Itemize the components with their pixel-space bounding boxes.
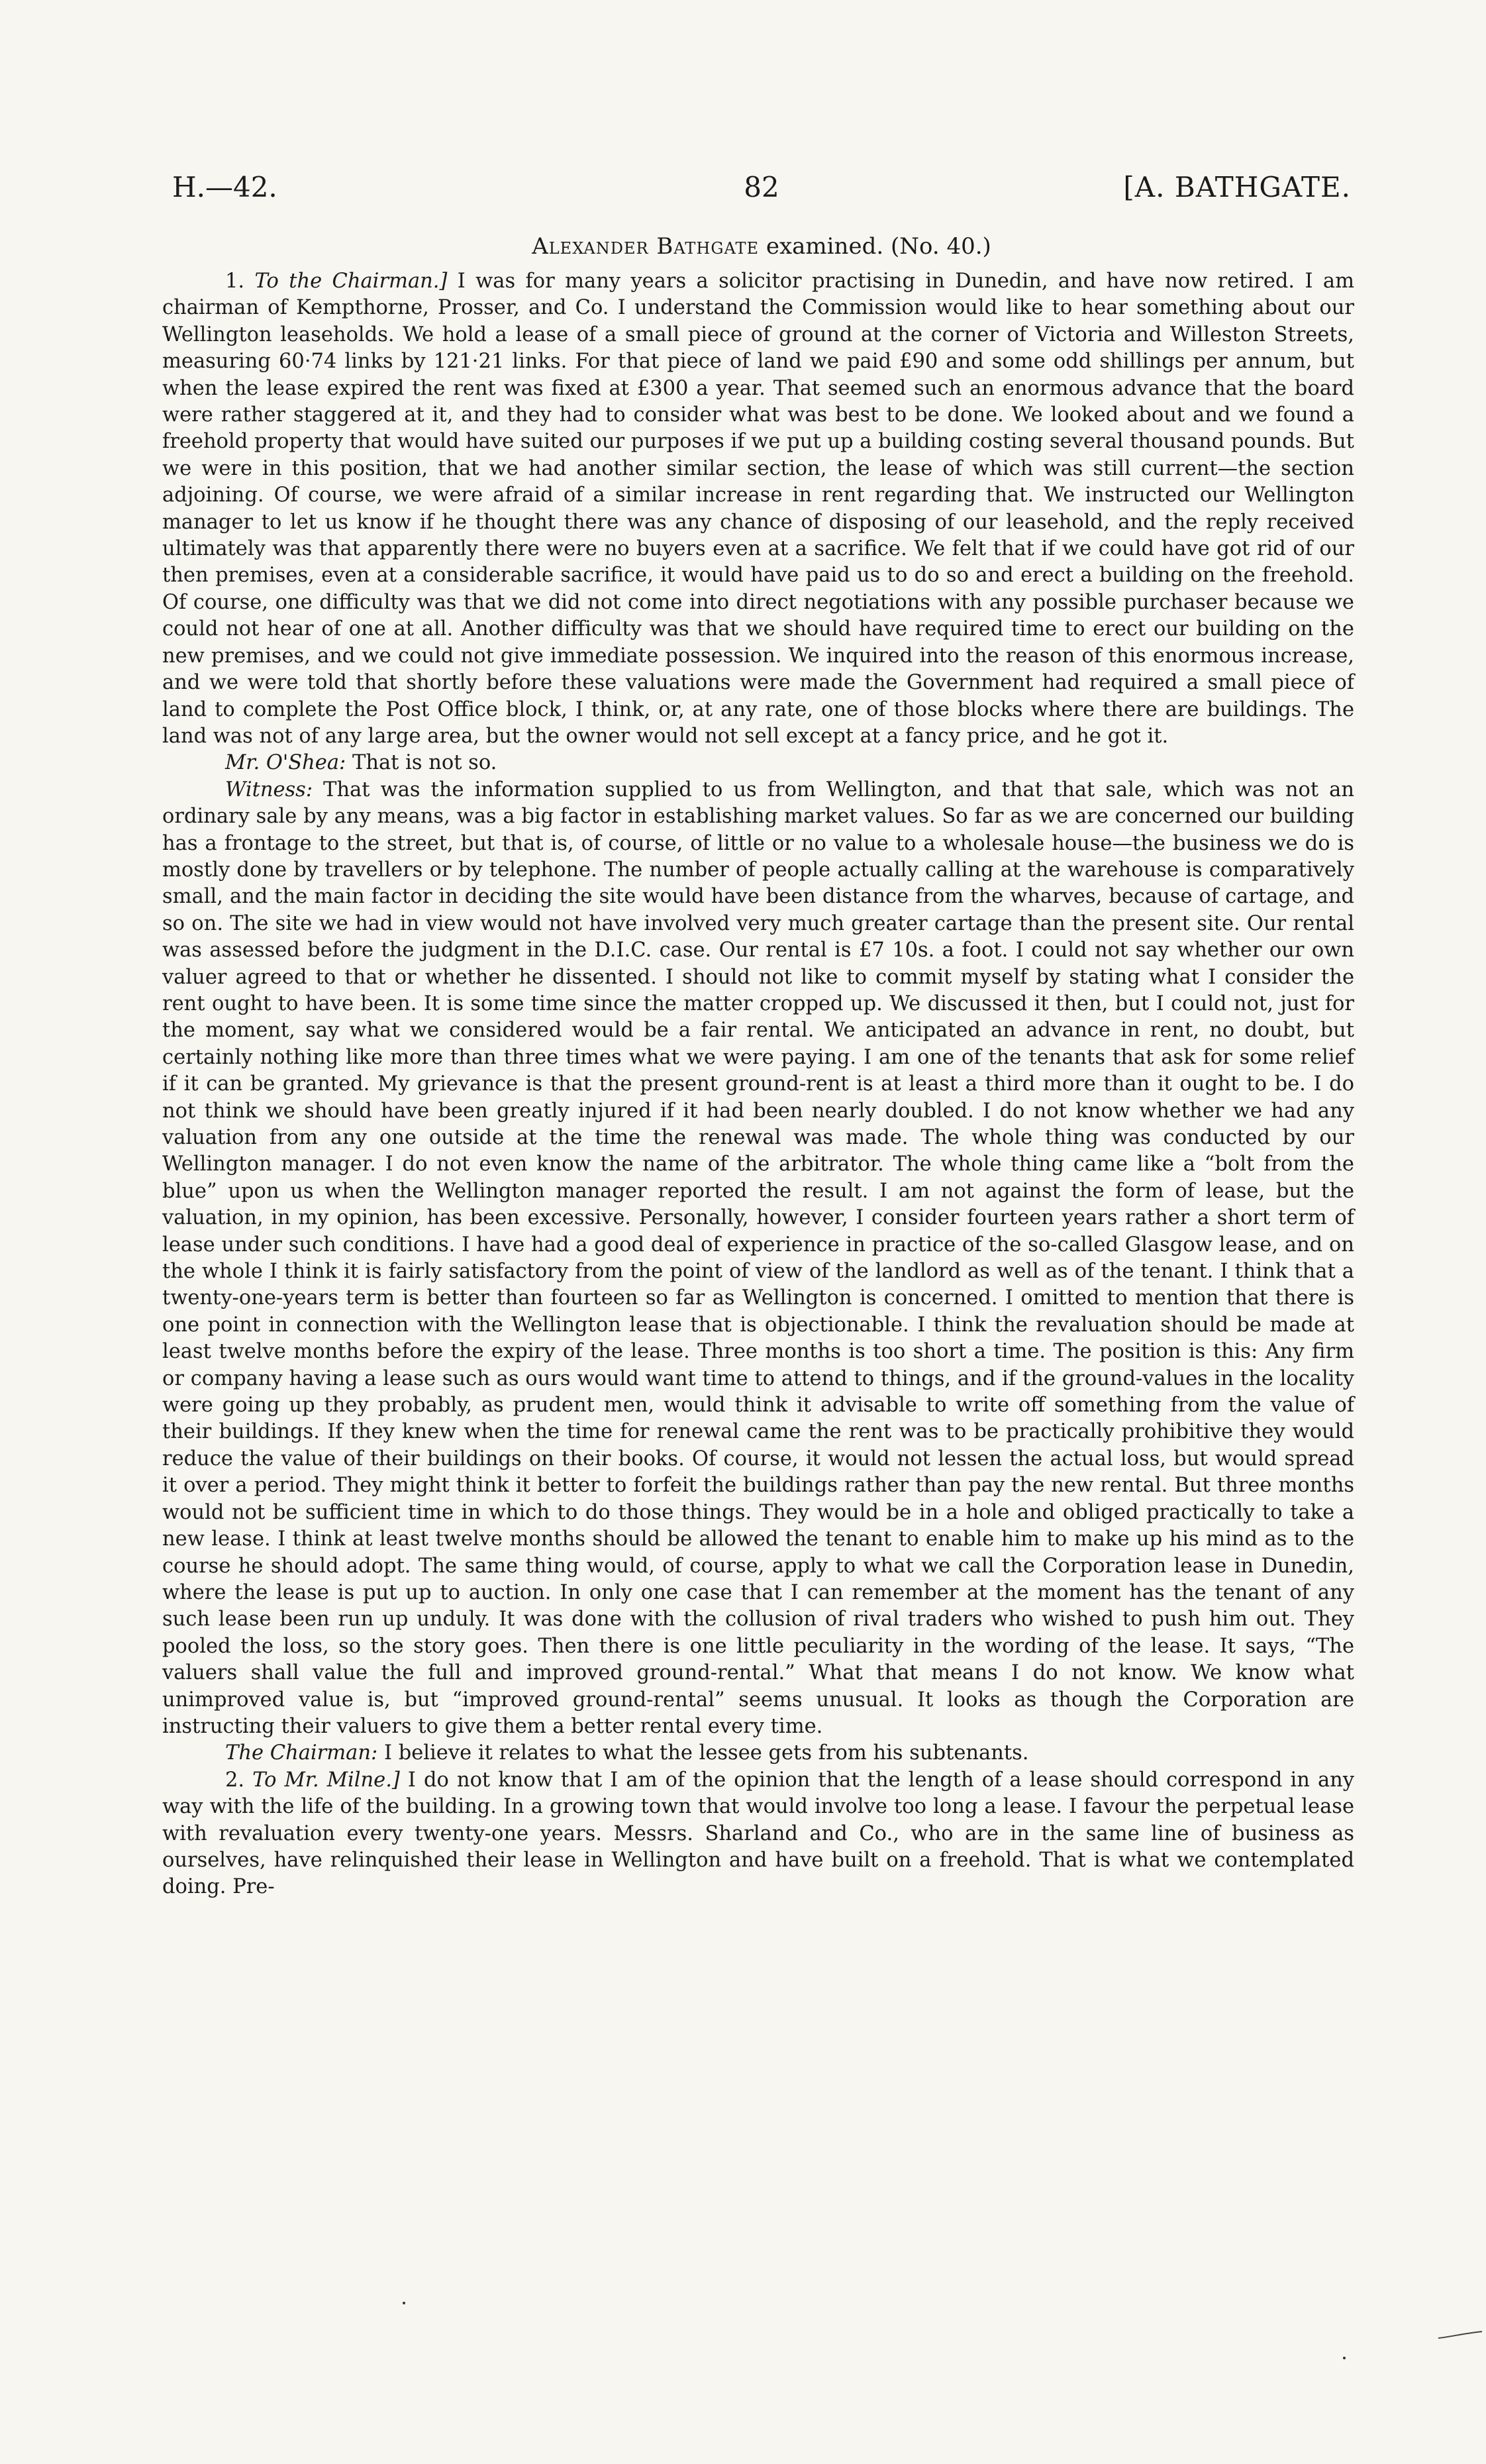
paragraph-text: I was for many years a solicitor practising in Dunedin, and have now retired. I am chairman of Kempthorne, Prosser, and Co. I understand the Commission would like to hear something about our Wellington leaseholds. We hold a lease of a small piece of ground at the corner of Victoria and Willeston Streets, measuring 60·74 links by 121·21 links. For that piece of land we paid £90 and some odd shillings per annum, but when the lease expired the rent was fixed at £300 a year. That seemed such an enormous advance that the board were rather staggered at it, and they had to consider what was best to be done. We looked about and we found a freehold property that would have suited our purposes if we put up a building costing several thousand pounds. But we were in this position, that we had another similar section, the lease of which was still current—the section adjoining. Of course, we were afraid of a similar increase in rent regarding that. We instructed our Wellington manager to let us know if he thought there was any chance of disposing of our leasehold, and the reply received ultimately was that apparently there were no buyers even at a sacrifice. We felt that if we could have got rid of our then premises, even at a considerable sacrifice, it would have paid us to do so and erect a building on the freehold. Of course, one difficulty was that we did not come into direct negotiations with any possible purchaser because we could not hear of one at all. Another difficulty was that we should have required time to erect our building on the new premises, and we could not give immediate possession. We inquired into the reason of this enormous increase, and we were told that shortly before these valuations were made the Government had required a small piece of land to complete the Post Office block, I think, or, at any rate, one of those blocks where there are buildings. The land was not of any large area, but the owner would not sell except at a fancy price, and he got it. [162,270,1354,748]
running-head: [A. BATHGATE. [1123,171,1351,203]
paragraph-text: That is not so. [346,751,497,775]
speaker: The Chairman: [225,1741,378,1765]
speaker: To Mr. Milne.] [252,1768,400,1792]
report-reference: H.—42. [172,171,277,203]
paragraph-number: 2. [225,1768,253,1792]
speaker: Witness: [225,778,313,801]
paragraph-number: 1. [225,270,255,293]
paragraph-text: I believe it relates to what the lessee gets from his subtenants. [377,1741,1029,1765]
speaker: To the Chairman.] [254,270,448,293]
witness-title [172,233,1351,260]
speaker: Mr. O'Shea: [225,751,346,775]
paragraph [162,1740,1354,1767]
witness-title-rest: examined. (No. 40.) [759,233,991,260]
print-speck [403,2302,405,2304]
page-number: 82 [744,171,779,203]
paragraph-text: That was the information supplied to us from Wellington, and that that sale, which was not an ordinary sale by any means, was a big factor in establishing market values. So far as we are concerned our building has a frontage to the street, but that is, of course, of little or no value to a wholesale house—the business we do is mostly done by travellers or by telephone. The number of people actually calling at the warehouse is comparatively small, and the main factor in deciding the site would have been distance from the wharves, because of cartage, and so on. The site we had in view would not have involved very much greater cartage than the present site. Our rental was assessed before the judgment in the D.I.C. case. Our rental is £7 10s. a foot. I could not say whether our own valuer agreed to that or whether he dissented. I should not like to commit myself by stating what I consider the rent ought to have been. It is some time since the matter cropped up. We discussed it then, but I could not, just for the moment, say what we considered would be a fair rental. We anticipated an advance in rent, no doubt, but certainly nothing like more than three times what we were paying. I am one of the tenants that ask for some relief if it can be granted. My grievance is that the present ground-rent is at least a third more than it ought to be. I do not think we should have been greatly injured if it had been nearly doubled. I do not know whether we had any valuation from any one outside at the time the renewal was made. The whole thing was conducted by our Wellington manager. I do not even know the name of the arbitrator. The whole thing came like a “bolt from the blue” upon us when the Wellington manager reported the result. I am not against the form of lease, but the valuation, in my opinion, has been excessive. Personally, however, I consider fourteen years rather a short term of lease under such conditions. I have had a good deal of experience in practice of the so-called Glasgow lease, and on the whole I think it is fairly satisfactory from the point of view of the landlord as well as of the tenant. I think that a twenty-one-years term is better than fourteen so far as Wellington is concerned. I omitted to mention that there is one point in connection with the Wellington lease that is objectionable. I think the revaluation should be made at least twelve months before the expiry of the lease. Three months is too short a time. The position is this: Any firm or company having a lease such as ours would want time to attend to things, and if the ground-values in the locality were going up they probably, as prudent men, would think it advisable to write off something from the value of their buildings. If they knew when the time for renewal came the rent was to be practically prohibitive they would reduce the value of their buildings on their books. Of course, it would not lessen the actual loss, but would spread it over a period. They might think it better to forfeit the buildings rather than pay the new rental. But three months would not be sufficient time in which to do those things. They would be in a hole and obliged practically to take a new lease. I think at least twelve months should be allowed the tenant to enable him to make up his mind as to the course he should adopt. The same thing would, of course, apply to what we call the Corporation lease in Dunedin, where the lease is put up to auction. In only one case that I can remember at the moment has the tenant of any such lease been run up unduly. It was done with the collusion of rival traders who wished to push him out. They pooled the loss, so the story goes. Then there is one little peculiarity in the wording of the lease. It says, “The valuers shall value the full and improved ground-rental.” What that means I do not know. We know what unimproved value is, but “improved ground-rental” seems unusual. It looks as though the Corporation are instructing their valuers to give them a better rental every time. [162,778,1354,1738]
pen-mark [1437,2330,1483,2339]
testimony-body [162,268,1354,1901]
paragraph [162,777,1354,1741]
page-header [172,171,1351,211]
paragraph [162,268,1354,750]
witness-name: Alexander Bathgate [532,233,760,260]
print-speck [1343,2357,1346,2359]
paragraph [162,1767,1354,1901]
paragraph-text: I do not know that I am of the opinion that the length of a lease should correspond in any way with the life of the building. In a growing town that would involve too long a lease. I favour the perpetual lease with revaluation every twenty-one years. Messrs. Sharland and Co., who are in the same line of business as ourselves, have relinquished their lease in Wellington and have built on a freehold. That is what we contemplated doing. Pre- [162,1768,1354,1899]
paragraph [162,750,1354,776]
